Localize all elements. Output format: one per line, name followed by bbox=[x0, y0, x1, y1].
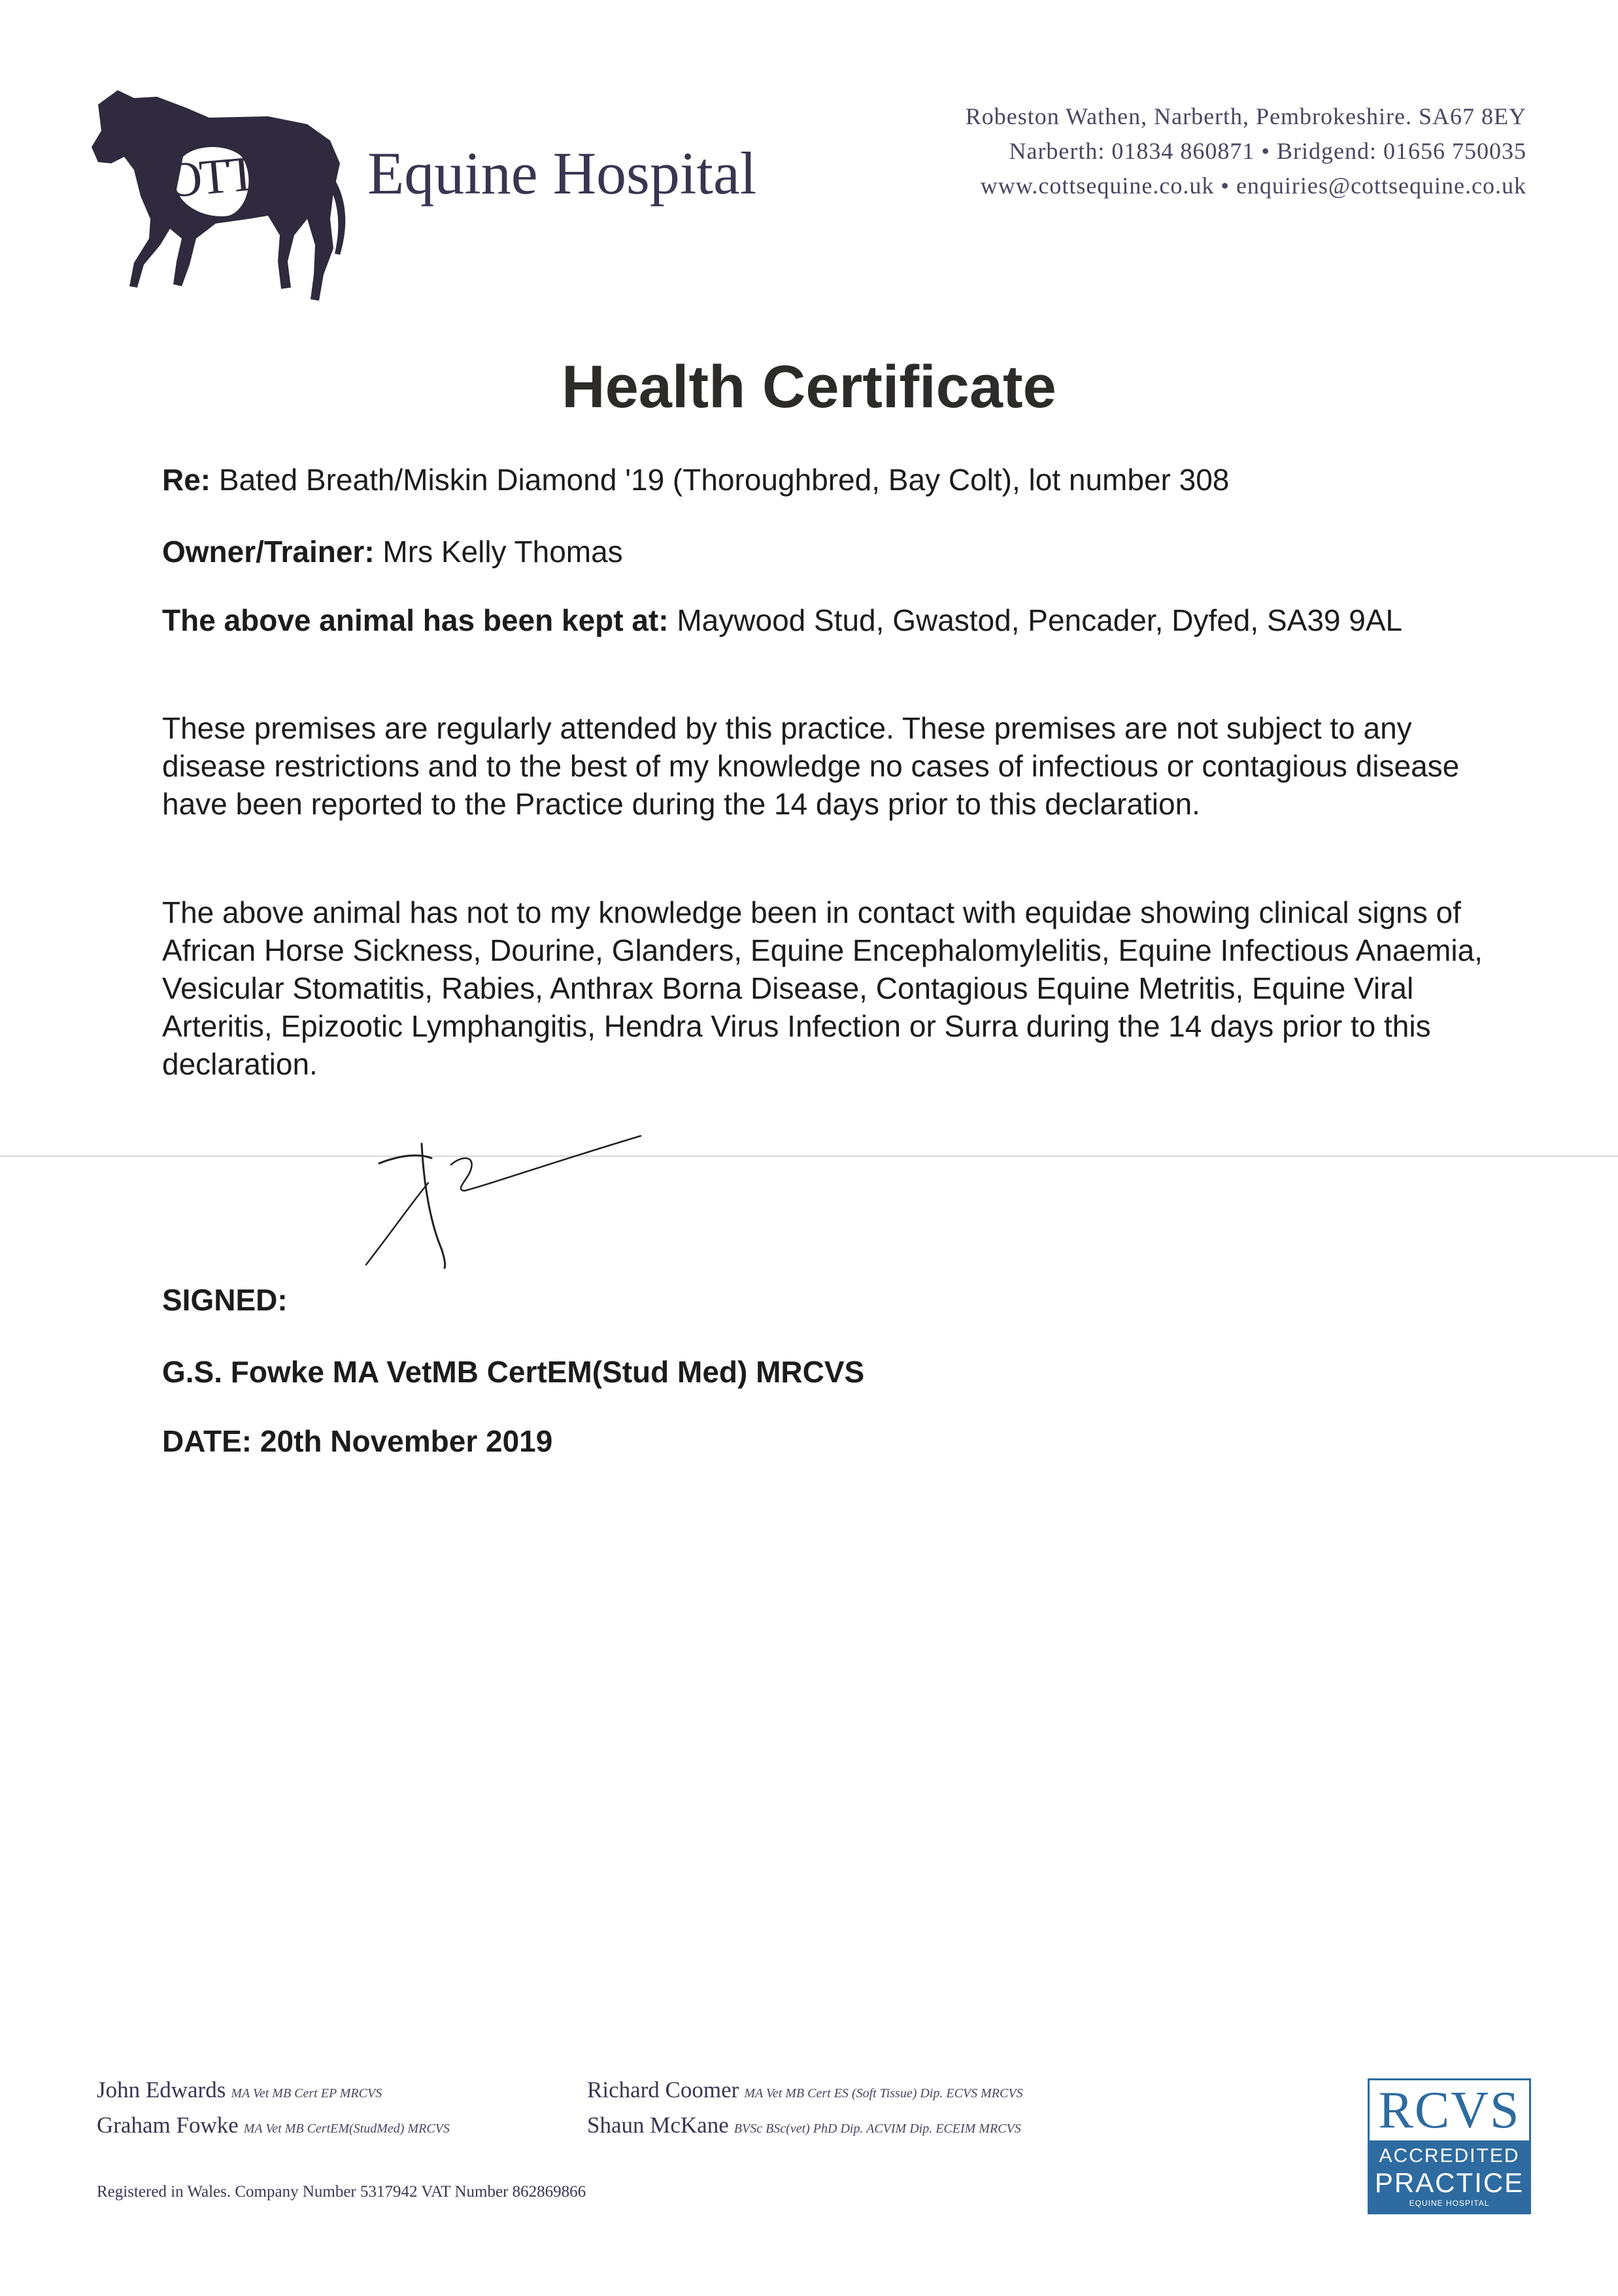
signed-label: SIGNED: bbox=[162, 1283, 288, 1317]
kept-value: Maywood Stud, Gwastod, Pencader, Dyfed, SA39 9AL bbox=[668, 603, 1403, 637]
rcvs-accreditation-badge bbox=[1368, 2078, 1531, 2214]
staff-name: John Edwards bbox=[97, 2077, 226, 2103]
fold-line bbox=[0, 1156, 1618, 1157]
logo-wordmark: COTTS bbox=[133, 143, 282, 211]
owner-label: Owner/Trainer: bbox=[162, 535, 375, 569]
rcvs-band bbox=[1370, 2140, 1529, 2212]
re-label: Re: bbox=[162, 463, 211, 497]
owner-line bbox=[162, 533, 1489, 571]
kept-at-line bbox=[162, 601, 1489, 639]
kept-label: The above animal has been kept at: bbox=[162, 603, 669, 637]
web-email: www.cottsequine.co.uk • enquiries@cottsequine.co.uk bbox=[980, 173, 1526, 199]
staff-qualifications: MA Vet MB Cert EP MRCVS bbox=[231, 2086, 382, 2101]
postal-address: Robeston Wathen, Narberth, Pembrokeshire. SA67 8EY bbox=[965, 103, 1526, 129]
company-registration: Registered in Wales. Company Number 5317942 VAT Number 862869866 bbox=[97, 2183, 586, 2201]
contact-block bbox=[850, 99, 1526, 203]
phone-numbers: Narberth: 01834 860871 • Bridgend: 01656 750035 bbox=[1009, 138, 1526, 164]
staff-qualifications: MA Vet MB CertEM(StudMed) MRCVS bbox=[243, 2121, 450, 2136]
staff-qualifications: MA Vet MB Cert ES (Soft Tissue) Dip. ECVS MRCVS bbox=[744, 2086, 1023, 2101]
staff-name: Shaun McKane bbox=[587, 2112, 729, 2138]
staff-name: Richard Coomer bbox=[587, 2077, 739, 2103]
rcvs-practice-text: PRACTICE bbox=[1374, 2167, 1525, 2198]
staff-qualifications: BVSc BSc(vet) PhD Dip. ACVIM Dip. ECEIM MRCVS bbox=[733, 2121, 1021, 2136]
rcvs-type-text: EQUINE HOSPITAL bbox=[1409, 2199, 1490, 2208]
premises-paragraph: These premises are regularly attended by this practice. These premises are not subject to any disease restrictions and to the best of my knowledge no cases of infectious or contagious disease have been reported to the Practice during the 14 days prior to this declaration. bbox=[162, 711, 1460, 821]
owner-value: Mrs Kelly Thomas bbox=[374, 535, 623, 569]
rcvs-accredited-text: ACCREDITED bbox=[1379, 2145, 1520, 2167]
handwritten-signature bbox=[353, 1124, 654, 1320]
staff-entry bbox=[97, 2077, 382, 2103]
rcvs-mark: RCVS bbox=[1378, 2081, 1521, 2139]
staff-entry bbox=[587, 2112, 1021, 2138]
staff-name: Graham Fowke bbox=[97, 2112, 239, 2138]
hospital-name: Equine Hospital bbox=[367, 140, 757, 207]
certificate-date: DATE: 20th November 2019 bbox=[162, 1424, 553, 1458]
staff-entry bbox=[587, 2077, 1023, 2103]
re-line bbox=[162, 461, 1489, 499]
certificate-title: Health Certificate bbox=[562, 354, 1056, 420]
re-value: Bated Breath/Miskin Diamond '19 (Thoroughbred, Bay Colt), lot number 308 bbox=[211, 463, 1230, 497]
contact-declaration-paragraph: The above animal has not to my knowledge been in contact with equidae showing clinical signs of African Horse Sickness, Dourine, Glanders, Equine Encephalomylelitis, Equine Infectious Anaemia, Vesicular Stomatitis, Rabies, Anthrax Borna Disease, Contagious Equine Metritis, Equine Viral Arteritis, Epizootic Lymphangitis, Hendra Virus Infection or Surra during the 14 days prior to this declaration. bbox=[162, 895, 1483, 1081]
signer-name: G.S. Fowke MA VetMB CertEM(Stud Med) MRCVS bbox=[162, 1355, 865, 1389]
staff-entry bbox=[97, 2112, 450, 2138]
